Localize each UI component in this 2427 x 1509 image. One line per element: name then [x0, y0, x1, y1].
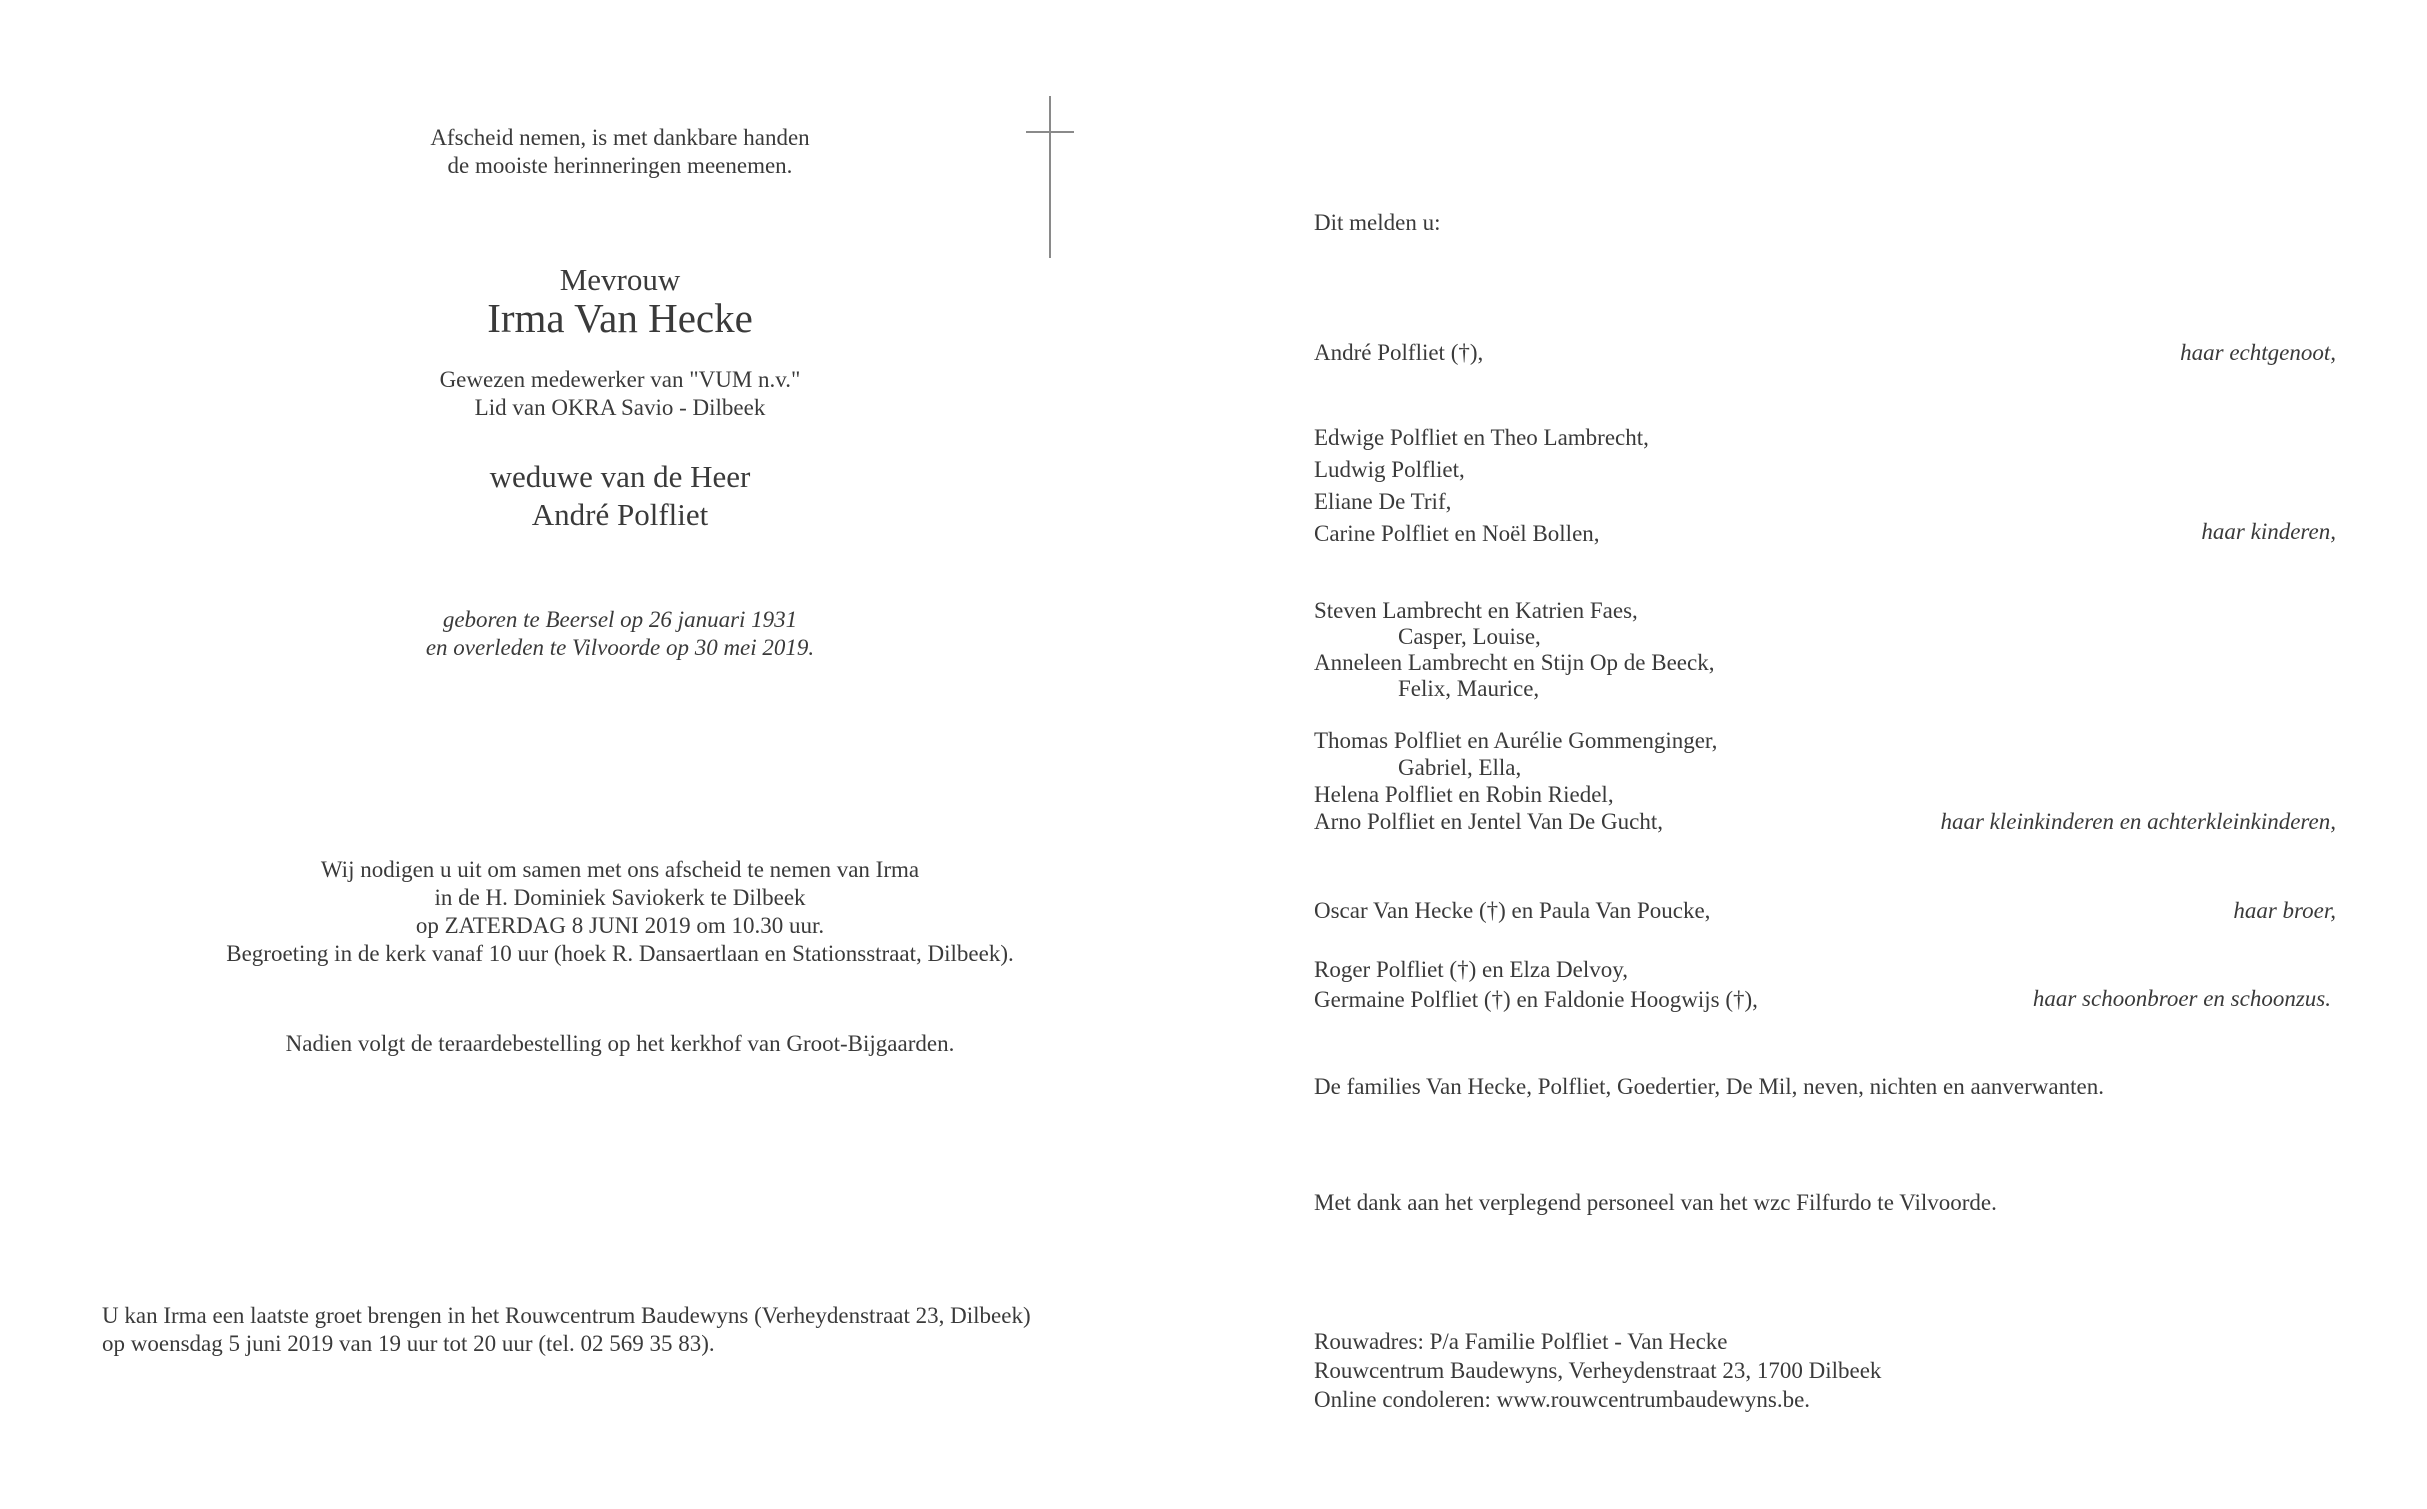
cross-horizontal-bar	[1026, 131, 1074, 133]
grandchildren-group-1	[1314, 598, 1714, 702]
quote-line: Afscheid nemen, is met dankbare handen	[430, 125, 810, 150]
visit	[102, 1302, 1031, 1358]
visit-line: op woensdag 5 juni 2019 van 19 uur tot 20 uur (tel. 02 569 35 83).	[102, 1331, 715, 1356]
in-law-line: Roger Polfliet (†) en Elza Delvoy,	[1314, 957, 1629, 982]
grandchildren-role: haar kleinkinderen en achterkleinkinderen,	[1940, 809, 2336, 834]
dates	[310, 606, 930, 662]
widow-of: weduwe van de Heer	[489, 459, 751, 494]
date-line: geboren te Beersel op 26 januari 1931	[442, 607, 798, 632]
salutation: Mevrouw	[559, 262, 681, 297]
intro: Dit melden u:	[1314, 210, 1441, 235]
grandchild-line: Gabriel, Ella,	[1398, 755, 1522, 780]
deceased-name: Irma Van Hecke	[487, 295, 753, 341]
visit-line: U kan Irma een laatste groet brengen in het Rouwcentrum Baudewyns (Verheydenstraat 23, Dilbeek)	[102, 1303, 1031, 1328]
grandchild-line: Arno Polfliet en Jentel Van De Gucht,	[1314, 809, 1663, 834]
children-role: haar kinderen,	[2201, 519, 2336, 544]
grandchild-line: Steven Lambrecht en Katrien Faes,	[1314, 598, 1638, 623]
grandchildren-group-2	[1314, 727, 1717, 835]
date-line: en overleden te Vilvoorde op 30 mei 2019.	[425, 635, 815, 660]
invitation	[170, 856, 1070, 968]
thanks: Met dank aan het verplegend personeel van het wzc Filfurdo te Vilvoorde.	[1314, 1190, 1997, 1215]
families: De families Van Hecke, Polfliet, Goedertier, De Mil, neven, nichten en aanverwanten.	[1314, 1074, 2104, 1099]
invitation-line: Begroeting in de kerk vanaf 10 uur (hoek R. Dansaertlaan en Stationsstraat, Dilbeek).	[226, 941, 1014, 966]
grandchild-line: Thomas Polfliet en Aurélie Gommenginger,	[1314, 728, 1718, 753]
child-line: Eliane De Trif,	[1314, 489, 1452, 514]
in-laws	[1314, 955, 1758, 1015]
in-law-line: Germaine Polfliet (†) en Faldonie Hoogwijs (†),	[1314, 987, 1758, 1012]
child-line: Carine Polfliet en Noël Bollen,	[1314, 521, 1600, 546]
brother-role: haar broer,	[2233, 898, 2336, 923]
child-line: Edwige Polfliet en Theo Lambrecht,	[1314, 425, 1649, 450]
role-line: Lid van OKRA Savio - Dilbeek	[474, 395, 766, 420]
quote-line: de mooiste herinneringen meenemen.	[447, 153, 793, 178]
address-line: Rouwadres: P/a Familie Polfliet - Van Hecke	[1314, 1329, 1728, 1354]
grandchild-line: Casper, Louise,	[1398, 624, 1541, 649]
spouse-role: haar echtgenoot,	[2180, 340, 2336, 365]
grandchild-line: Helena Polfliet en Robin Riedel,	[1314, 782, 1614, 807]
invitation-line: in de H. Dominiek Saviokerk te Dilbeek	[434, 885, 806, 910]
spouse-name: André Polfliet (†),	[1314, 340, 1484, 365]
address-line: Online condoleren: www.rouwcentrumbaudewyns.be.	[1314, 1387, 1811, 1412]
cross-vertical-bar	[1049, 96, 1051, 258]
address	[1314, 1327, 1881, 1414]
invitation-line: Wij nodigen u uit om samen met ons afscheid te nemen van Irma	[320, 857, 920, 882]
invitation-line: op ZATERDAG 8 JUNI 2019 om 10.30 uur.	[415, 913, 825, 938]
roles	[310, 366, 930, 422]
role-line: Gewezen medewerker van "VUM n.v."	[439, 367, 801, 392]
grandchild-line: Felix, Maurice,	[1398, 676, 1540, 701]
grandchild-line: Anneleen Lambrecht en Stijn Op de Beeck,	[1314, 650, 1715, 675]
brother-name: Oscar Van Hecke (†) en Paula Van Poucke,	[1314, 898, 1711, 923]
quote	[310, 124, 930, 180]
children	[1314, 422, 1649, 550]
in-laws-role: haar schoonbroer en schoonzus.	[2032, 986, 2331, 1011]
burial: Nadien volgt de teraardebestelling op het kerkhof van Groot-Bijgaarden.	[285, 1031, 955, 1056]
husband-name: André Polfliet	[531, 497, 709, 532]
address-line: Rouwcentrum Baudewyns, Verheydenstraat 23, 1700 Dilbeek	[1314, 1358, 1882, 1383]
child-line: Ludwig Polfliet,	[1314, 457, 1465, 482]
